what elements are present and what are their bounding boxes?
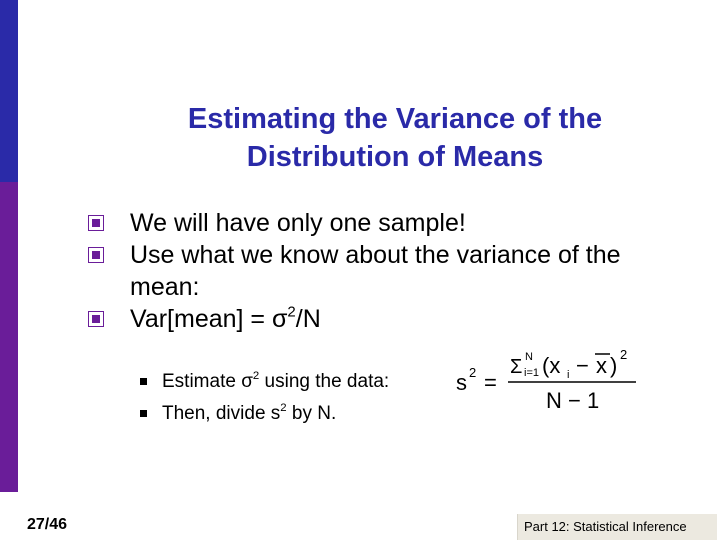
sub-bullet-list bbox=[140, 366, 470, 430]
bullet-text: We will have only one sample! bbox=[130, 209, 466, 237]
title-line-2: Distribution of Means bbox=[246, 141, 544, 173]
formula-x-bar: x bbox=[596, 353, 607, 378]
formula-square-exponent: 2 bbox=[620, 347, 628, 362]
sidebar-segment-middle bbox=[0, 182, 18, 492]
bullet-item bbox=[88, 239, 688, 303]
sum-upper-limit: N bbox=[525, 351, 533, 363]
bullet-text-suffix: /N bbox=[295, 305, 321, 333]
formula-sub-i: i bbox=[567, 369, 570, 381]
square-bullet-icon bbox=[88, 247, 104, 263]
page-number: 27/46 bbox=[27, 516, 68, 533]
slide-title bbox=[120, 100, 670, 176]
exponent: 2 bbox=[287, 303, 296, 321]
sub-bullet-suffix: using the data: bbox=[259, 371, 390, 392]
formula-s: s bbox=[456, 370, 467, 395]
exponent: 2 bbox=[280, 402, 287, 415]
bullet-item bbox=[88, 207, 688, 239]
bullet-item bbox=[88, 303, 688, 335]
sub-bullet-item bbox=[140, 398, 470, 430]
sub-bullet-item bbox=[140, 366, 470, 398]
bullet-text-prefix: Var[mean] = σ bbox=[130, 305, 288, 333]
sidebar-segment-top bbox=[0, 0, 18, 182]
exponent: 2 bbox=[252, 370, 260, 383]
formula-close-paren: ) bbox=[610, 353, 618, 378]
sub-bullet-prefix: Estimate σ bbox=[162, 371, 253, 392]
formula-open-x: (x bbox=[542, 353, 561, 378]
sum-lower-limit: i=1 bbox=[524, 367, 539, 379]
formula-equals: = bbox=[484, 370, 497, 395]
square-bullet-icon bbox=[88, 215, 104, 231]
bullet-list bbox=[88, 207, 688, 335]
sample-variance-formula bbox=[454, 344, 644, 416]
sum-icon: Σ bbox=[510, 356, 523, 378]
title-line-1: Estimating the Variance of the bbox=[187, 103, 603, 135]
formula-denominator: N − 1 bbox=[546, 388, 600, 413]
small-square-bullet-icon bbox=[140, 378, 147, 385]
bullet-text: Use what we know about the variance of the mean: bbox=[130, 241, 621, 301]
sub-bullet-suffix: by N. bbox=[286, 403, 337, 424]
sidebar-accent-bar bbox=[0, 0, 18, 540]
small-square-bullet-icon bbox=[140, 410, 147, 417]
sub-bullet-prefix: Then, divide s bbox=[162, 403, 281, 424]
footer-label: Part 12: Statistical Inference bbox=[517, 514, 717, 540]
formula-s-exponent: 2 bbox=[469, 365, 477, 380]
square-bullet-icon bbox=[88, 311, 104, 327]
formula-minus: − bbox=[576, 353, 589, 378]
sidebar-segment-bottom bbox=[0, 492, 18, 540]
